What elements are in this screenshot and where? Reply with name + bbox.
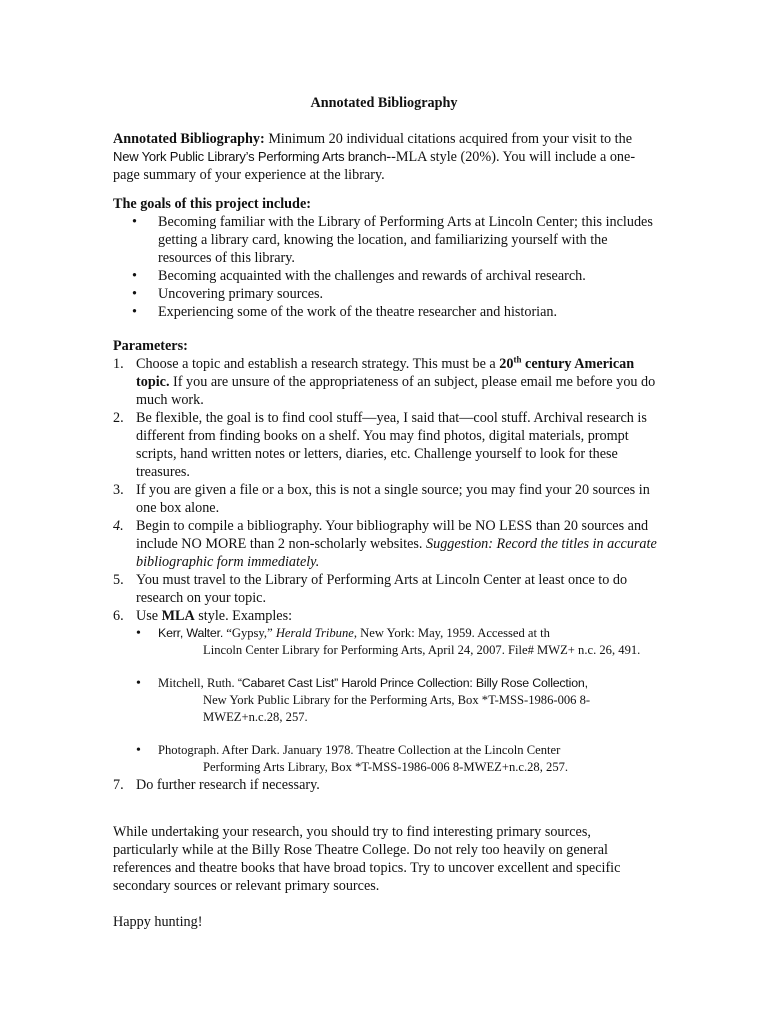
- goal-item: • Becoming familiar with the Library of Performing Arts at Lincoln Center; this includes getting a library card, knowing the location, and familiarizing yourself with the resources of this library.: [113, 213, 658, 267]
- parameter-item-1: 1. Choose a topic and establish a research strategy. This must be a 20th century American topic. If you are unsure of the appropriateness of an subject, please email me before you do much work.: [113, 354, 656, 408]
- parameters-heading: Parameters:: [113, 338, 188, 354]
- item-number: 4.: [113, 518, 124, 534]
- example-citation-1: • Kerr, Walter. “Gypsy,” Herald Tribune, New York: May, 1959. Accessed at th Lincoln Center Library for Performing Arts, April 24, 2007. File# MWZ+ n.c. 26, 491.: [136, 625, 658, 659]
- goal-item: • Experiencing some of the work of the theatre researcher and historian.: [113, 303, 658, 321]
- intro-nypl: New York Public Library’s Performing Arts branch: [113, 149, 387, 164]
- parameter-item-5: 5. You must travel to the Library of Performing Arts at Lincoln Center at least once to do research on your topic.: [113, 572, 628, 606]
- item-number: 1.: [113, 356, 124, 372]
- goals-section: [113, 195, 658, 321]
- item-number: 2.: [113, 410, 124, 426]
- parameters-section: [113, 337, 658, 794]
- suggestion-text: Suggestion: Record the titles in accurate bibliographic form immediately.: [136, 536, 657, 570]
- goals-list: [113, 213, 658, 321]
- item-number: 5.: [113, 572, 124, 588]
- intro-label: Annotated Bibliography:: [113, 131, 265, 147]
- signoff: Happy hunting!: [113, 914, 203, 930]
- examples-list: [136, 625, 658, 776]
- parameter-item-6: 6. Use MLA style. Examples: • Kerr, Walter. “Gypsy,” Herald Tribune, New York: May, 1959. Accessed at th Lincoln Center Library for Performing Arts, April 24, 2007. File# MWZ+ n.c. 26, 491. • Mitchell, Ruth. “Cabaret Cast List” Harold Prince Collection: Billy Rose Collection, New York Public Library for the Performing Arts, Box *T-MSS-1986-006 8-MWEZ+n.c.28, 257. • Photograph. After Dark. January 1978. Theatre Collection at the Lincoln Center Performing Arts Library, Box *T-MSS-1986-006 8-MWEZ+n.c.28, 257.: [113, 607, 658, 776]
- parameters-list: [113, 355, 658, 794]
- example-citation-3: • Photograph. After Dark. January 1978. Theatre Collection at the Lincoln Center Performing Arts Library, Box *T-MSS-1986-006 8-MWEZ+n.c.28, 257.: [136, 742, 658, 776]
- goal-item: • Uncovering primary sources.: [113, 285, 658, 303]
- item-number: 7.: [113, 777, 124, 793]
- intro-text-b: --MLA style (20%). You will include a one-page summary of your experience at the library.: [113, 149, 636, 183]
- parameter-item-7: 7. Do further research if necessary.: [113, 777, 320, 793]
- closing-paragraph: While undertaking your research, you should try to find interesting primary sources, particularly while at the Billy Rose Theatre College. Do not rely too heavily on general references and theatre books that have broad topics. Try to uncover excellent and specific secondary sources or relevant primary sources.: [113, 824, 621, 894]
- topic-requirement: 20th century American topic.: [136, 354, 635, 390]
- goal-item: • Becoming acquainted with the challenges and rewards of archival research.: [113, 267, 658, 285]
- parameter-item-2: 2. Be flexible, the goal is to find cool stuff—yea, I said that—cool stuff. Archival research is different from finding books on a shelf. You may find photos, digital materials, prompt scripts, hand written notes or letters, diaries, etc. Challenge yourself to look for these treasures.: [113, 410, 647, 480]
- item-number: 3.: [113, 482, 124, 498]
- document-title: Annotated Bibliography: [310, 95, 458, 111]
- item-number: 6.: [113, 608, 124, 624]
- example-citation-2: • Mitchell, Ruth. “Cabaret Cast List” Harold Prince Collection: Billy Rose Collection, New York Public Library for the Performing Arts, Box *T-MSS-1986-006 8-MWEZ+n.c.28, 257.: [136, 675, 658, 726]
- parameter-item-4: 4. Begin to compile a bibliography. Your bibliography will be NO LESS than 20 sources and include NO MORE than 2 non-scholarly websites. Suggestion: Record the titles in accurate bibliographic form immediately.: [113, 518, 657, 570]
- parameter-item-3: 3. If you are given a file or a box, this is not a single source; you may find your 20 sources in one box alone.: [113, 482, 650, 516]
- goals-heading: The goals of this project include:: [113, 196, 311, 212]
- intro-text-a: Minimum 20 individual citations acquired from your visit to the: [264, 131, 633, 147]
- intro-paragraph: [113, 130, 658, 184]
